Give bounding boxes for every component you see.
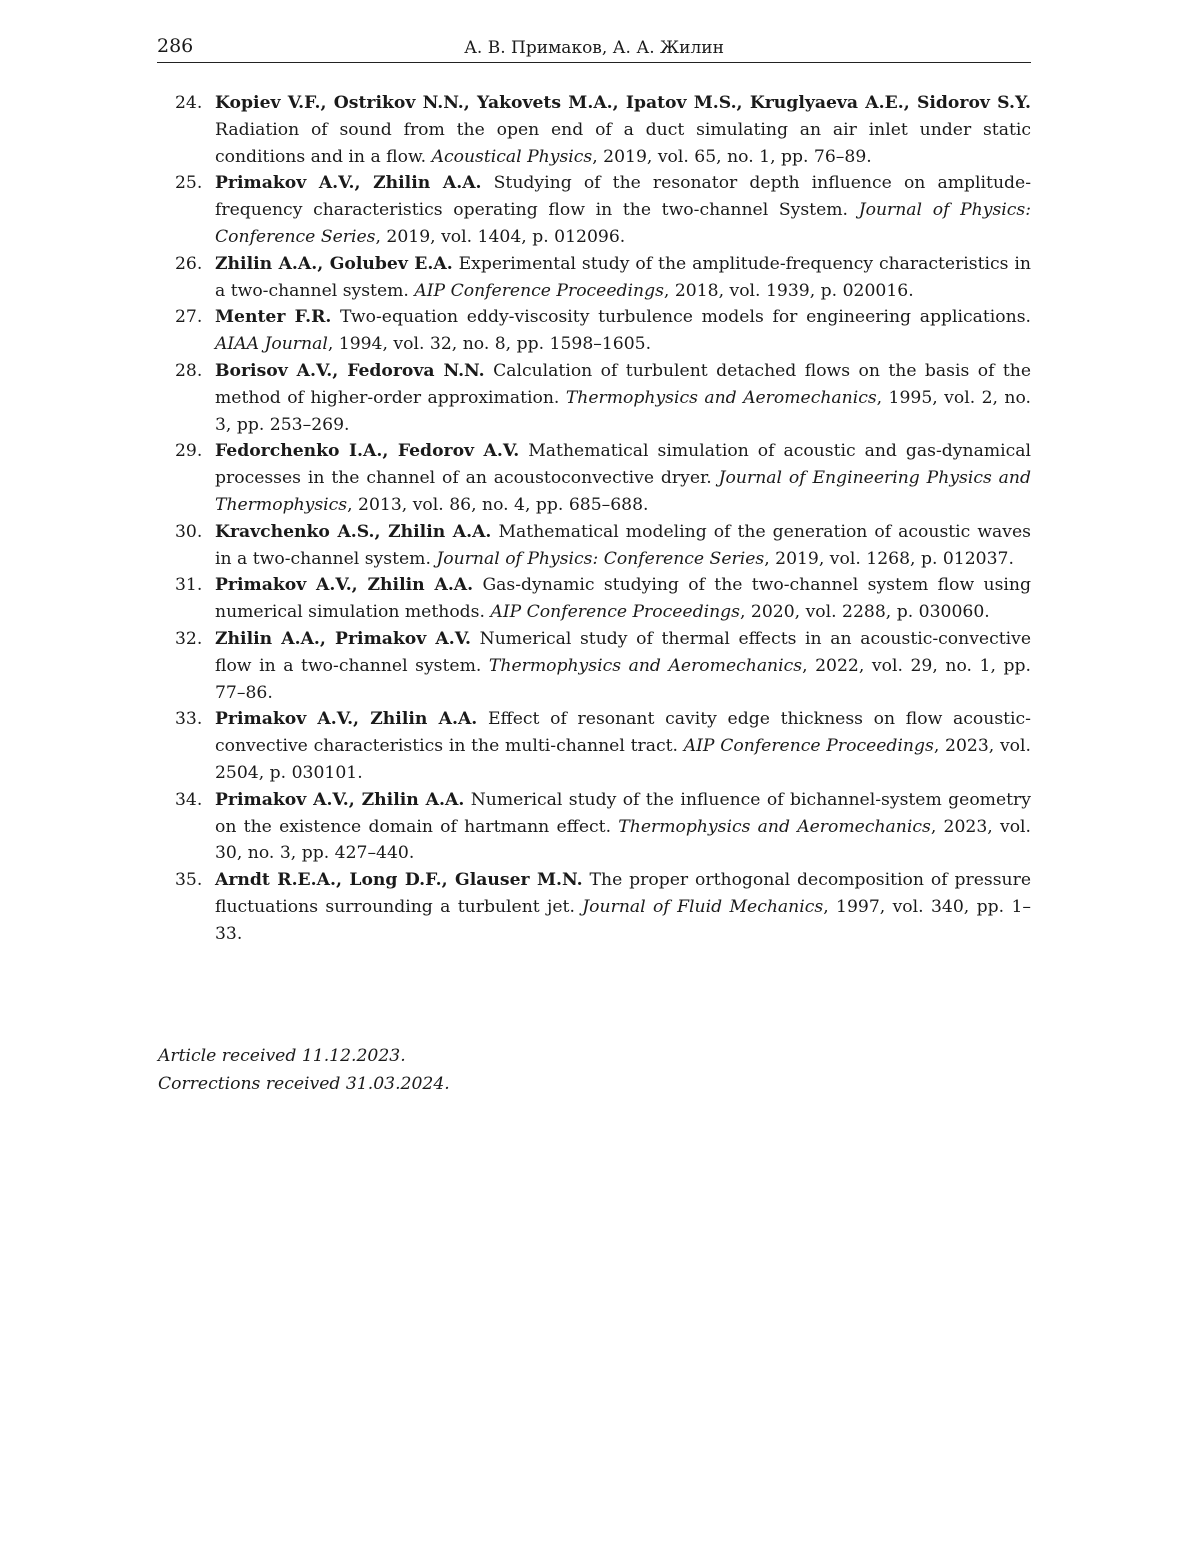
reference-journal: Thermophysics and Aeromechanics [565,387,877,408]
reference-details: , 2022, vol. 29, no. 1, pp. 77–86. [215,655,1031,703]
reference-number: 26. [175,253,203,274]
reference-authors: Zhilin A.A., Primakov A.V. [215,628,472,649]
reference-number: 30. [175,521,203,542]
reference-item [175,438,1031,518]
reference-title: Studying of the resonator depth influence on amplitude-frequency characteristics operating flow in the two-channel System. [215,173,1031,221]
reference-item [175,90,1031,170]
page-header [157,34,1031,63]
reference-title: Experimental study of the amplitude-frequency characteristics in a two-channel system. [215,253,1031,301]
received-dates [158,1042,450,1098]
reference-authors: Kopiev V.F., Ostrikov N.N., Yakovets M.A., Ipatov M.S., Kruglyaeva A.E., Sidorov S.Y. [215,93,1031,113]
reference-item [175,304,1031,358]
reference-journal: Journal of Physics: Conference Series [215,200,1032,247]
reference-authors: Borisov A.V., Fedorova N.N. [215,360,485,381]
reference-number: 24. [175,93,203,113]
reference-journal: Thermophysics and Aeromechanics [488,655,803,676]
running-head: А. В. Примаков, А. А. Жилин [464,38,724,58]
reference-item [175,519,1031,573]
reference-title: Two-equation eddy-viscosity turbulence models for engineering applications. [331,307,1031,328]
reference-journal: Journal of Fluid Mechanics [582,896,824,917]
reference-item [175,787,1031,867]
page-number: 286 [157,35,194,57]
reference-details: , 2020, vol. 2288, p. 030060. [739,602,990,623]
reference-title: Mathematical modeling of the generation of acoustic waves in a two-channel system. [215,521,1031,569]
reference-details: , 2019, vol. 1268, p. 012037. [764,548,1014,569]
reference-title: Numerical study of thermal effects in an acoustic-convective flow in a two-channel system. [215,628,1031,676]
reference-journal: Thermophysics and Aeromechanics [618,816,931,837]
reference-item [175,572,1031,626]
reference-title: Radiation of sound from the open end of a duct simulating an air inlet under static conditions and in a flow. [215,119,1031,167]
reference-title: Mathematical simulation of acoustic and gas-dynamical processes in the channel of an acoustoconvective dryer. [215,441,1031,489]
reference-item [175,706,1031,786]
reference-details: , 1997, vol. 340, pp. 1–33. [215,896,1031,944]
reference-journal: AIP Conference Proceedings [414,280,664,301]
reference-item [175,626,1031,706]
reference-title: Calculation of turbulent detached flows on the basis of the method of higher-order approximation. [215,360,1031,408]
reference-authors: Fedorchenko I.A., Fedorov A.V. [215,441,520,462]
reference-number: 31. [175,575,203,596]
reference-number: 34. [175,789,203,810]
reference-journal: AIAA Journal [215,334,328,355]
reference-item [175,358,1031,438]
reference-item [175,251,1031,305]
reference-journal: Journal of Engineering Physics and Thermophysics [215,468,1031,515]
reference-authors: Primakov A.V., Zhilin A.A. [215,709,478,730]
reference-number: 28. [175,360,203,381]
reference-details: , 2019, vol. 65, no. 1, pp. 76–89. [592,146,872,167]
reference-item [175,867,1031,947]
reference-details: , 2018, vol. 1939, p. 020016. [663,280,914,301]
reference-authors: Zhilin A.A., Golubev E.A. [215,253,453,274]
corrections-received-date: Corrections received 31.03.2024. [158,1074,450,1094]
reference-authors: Kravchenko A.S., Zhilin A.A. [215,521,492,542]
reference-details: , 2023, vol. 30, no. 3, pp. 427–440. [215,816,1031,864]
reference-authors: Primakov A.V., Zhilin A.A. [215,789,465,810]
reference-details: , 1994, vol. 32, no. 8, pp. 1598–1605. [327,334,652,355]
reference-number: 33. [175,709,203,730]
reference-authors: Primakov A.V., Zhilin A.A. [215,173,482,194]
reference-title: Numerical study of the influence of bichannel-system geometry on the existence domain of hartmann effect. [215,789,1031,837]
reference-number: 32. [175,628,203,649]
reference-journal: Journal of Physics: Conference Series [436,548,765,569]
reference-item [175,170,1031,250]
reference-title: Effect of resonant cavity edge thickness on flow acoustic-convective characteristics in the multi-channel tract. [215,709,1031,757]
reference-number: 25. [175,173,203,194]
reference-details: , 1995, vol. 2, no. 3, pp. 253–269. [215,387,1031,435]
reference-number: 29. [175,441,203,462]
reference-authors: Arndt R.E.A., Long D.F., Glauser M.N. [215,870,583,891]
reference-title: Gas-dynamic studying of the two-channel system flow using numerical simulation methods. [215,575,1031,623]
reference-journal: AIP Conference Proceedings [490,602,740,623]
reference-list [175,90,1031,948]
reference-journal: Acoustical Physics [431,146,593,167]
reference-details: , 2019, vol. 1404, p. 012096. [375,226,626,247]
reference-authors: Menter F.R. [215,307,332,328]
reference-title: The proper orthogonal decomposition of pressure fluctuations surrounding a turbulent jet. [215,870,1031,917]
reference-number: 27. [175,307,203,328]
reference-number: 35. [175,870,203,891]
reference-details: , 2023, vol. 2504, p. 030101. [215,736,1031,783]
article-received-date: Article received 11.12.2023. [158,1046,406,1066]
reference-journal: AIP Conference Proceedings [683,736,934,757]
reference-details: , 2013, vol. 86, no. 4, pp. 685–688. [347,494,649,515]
reference-authors: Primakov A.V., Zhilin A.A. [215,575,474,596]
